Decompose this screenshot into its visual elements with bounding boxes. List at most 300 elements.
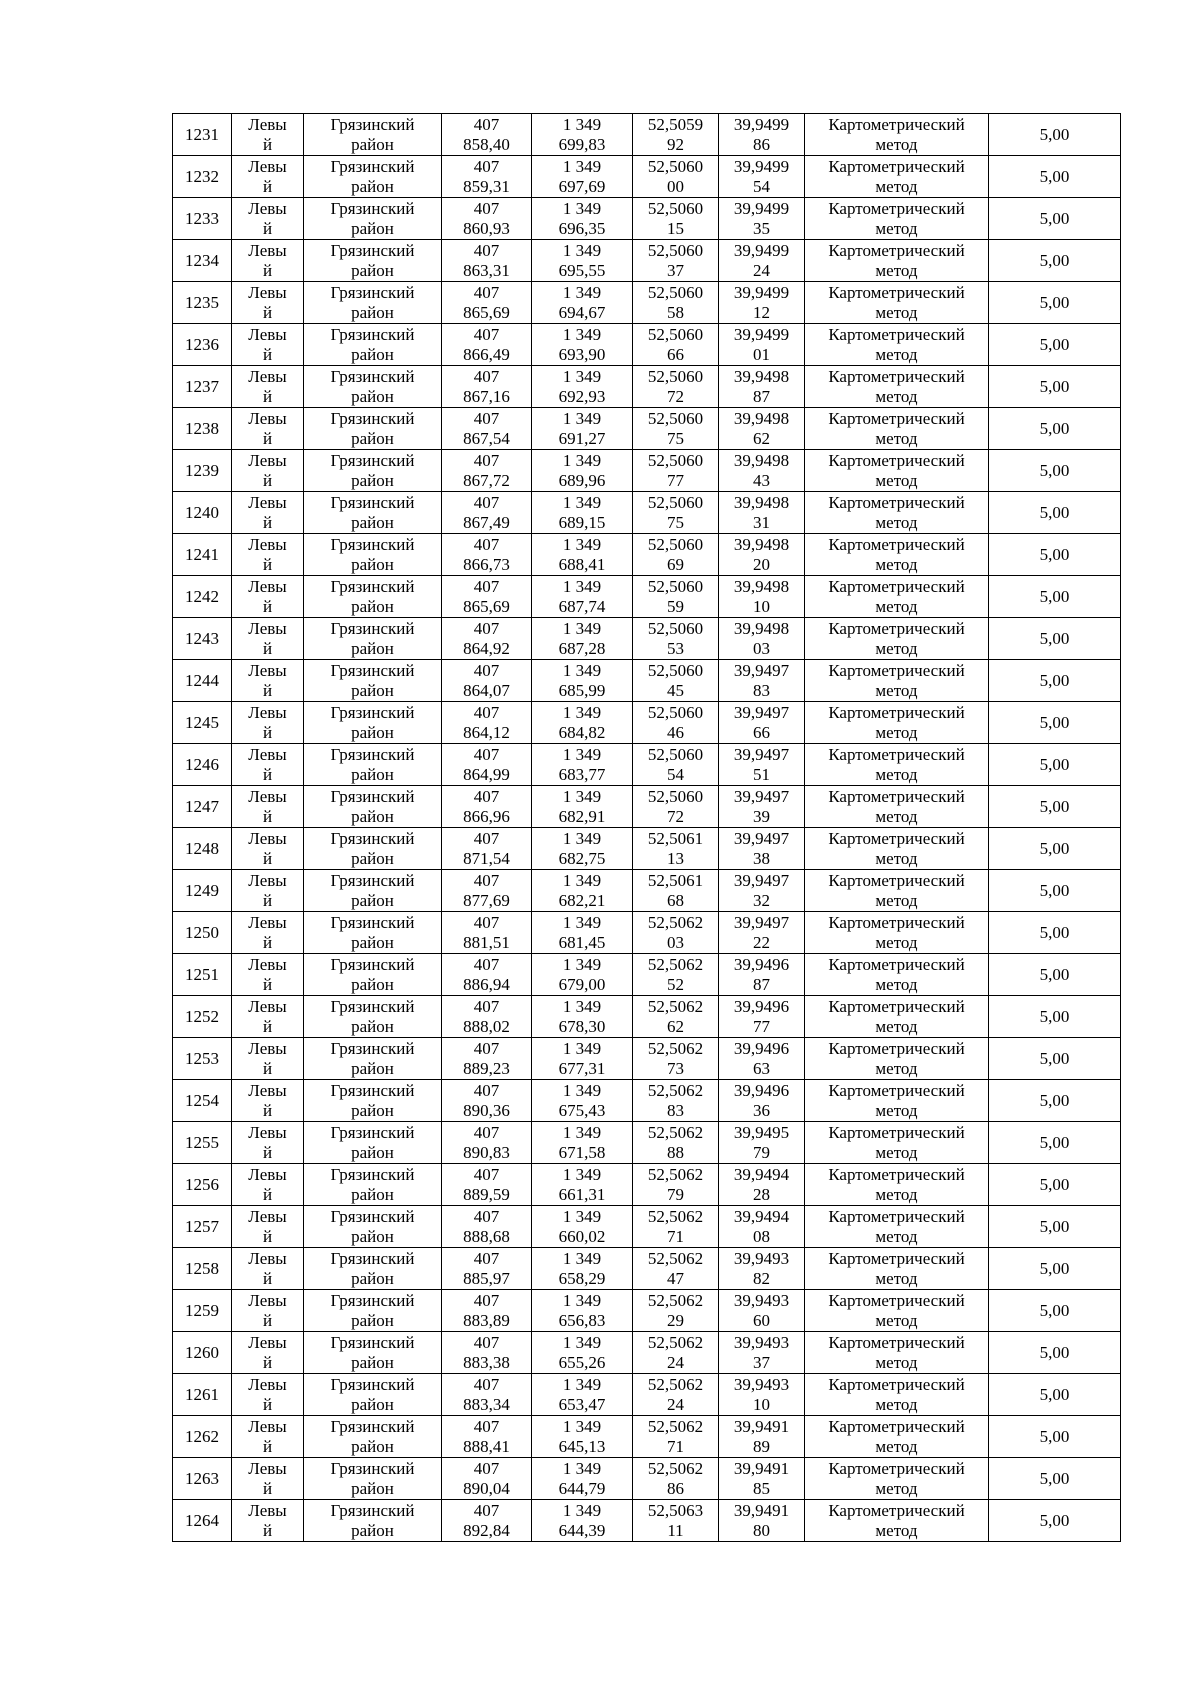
- cell-district: Грязинский район: [304, 1458, 442, 1500]
- cell-latitude: 52,5062 88: [633, 1122, 719, 1164]
- cell-side: Левы й: [232, 1374, 304, 1416]
- cell-x-coordinate: 407 881,51: [442, 912, 532, 954]
- cell-latitude: 52,5060 72: [633, 366, 719, 408]
- cell-latitude: 52,5062 73: [633, 1038, 719, 1080]
- cell-side: Левы й: [232, 366, 304, 408]
- cell-accuracy: 5,00: [989, 408, 1121, 450]
- cell-y-coordinate: 1 349 692,93: [532, 366, 633, 408]
- cell-latitude: 52,5060 15: [633, 198, 719, 240]
- cell-latitude: 52,5060 58: [633, 282, 719, 324]
- cell-point-number: 1231: [173, 114, 232, 156]
- cell-accuracy: 5,00: [989, 1122, 1121, 1164]
- cell-y-coordinate: 1 349 653,47: [532, 1374, 633, 1416]
- cell-latitude: 52,5062 71: [633, 1416, 719, 1458]
- cell-y-coordinate: 1 349 688,41: [532, 534, 633, 576]
- cell-x-coordinate: 407 864,92: [442, 618, 532, 660]
- cell-accuracy: 5,00: [989, 660, 1121, 702]
- table-row: [173, 1290, 1121, 1332]
- cell-district: Грязинский район: [304, 240, 442, 282]
- cell-latitude: 52,5060 37: [633, 240, 719, 282]
- cell-accuracy: 5,00: [989, 1080, 1121, 1122]
- table-row: [173, 1332, 1121, 1374]
- table-row: [173, 366, 1121, 408]
- cell-longitude: 39,9499 24: [719, 240, 805, 282]
- cell-latitude: 52,5060 77: [633, 450, 719, 492]
- cell-side: Левы й: [232, 1416, 304, 1458]
- cell-longitude: 39,9497 83: [719, 660, 805, 702]
- cell-district: Грязинский район: [304, 114, 442, 156]
- cell-district: Грязинский район: [304, 198, 442, 240]
- cell-longitude: 39,9491 89: [719, 1416, 805, 1458]
- cell-side: Левы й: [232, 492, 304, 534]
- cell-method: Картометрический метод: [805, 786, 989, 828]
- cell-longitude: 39,9496 87: [719, 954, 805, 996]
- cell-side: Левы й: [232, 870, 304, 912]
- cell-method: Картометрический метод: [805, 744, 989, 786]
- cell-accuracy: 5,00: [989, 786, 1121, 828]
- cell-x-coordinate: 407 866,73: [442, 534, 532, 576]
- cell-y-coordinate: 1 349 644,39: [532, 1500, 633, 1542]
- cell-longitude: 39,9494 08: [719, 1206, 805, 1248]
- cell-longitude: 39,9497 39: [719, 786, 805, 828]
- table-row: [173, 492, 1121, 534]
- cell-longitude: 39,9497 51: [719, 744, 805, 786]
- cell-longitude: 39,9498 43: [719, 450, 805, 492]
- cell-longitude: 39,9493 60: [719, 1290, 805, 1332]
- cell-longitude: 39,9499 12: [719, 282, 805, 324]
- cell-side: Левы й: [232, 324, 304, 366]
- cell-method: Картометрический метод: [805, 366, 989, 408]
- cell-district: Грязинский район: [304, 576, 442, 618]
- cell-accuracy: 5,00: [989, 996, 1121, 1038]
- cell-district: Грязинский район: [304, 1416, 442, 1458]
- cell-y-coordinate: 1 349 695,55: [532, 240, 633, 282]
- cell-x-coordinate: 407 892,84: [442, 1500, 532, 1542]
- cell-x-coordinate: 407 888,02: [442, 996, 532, 1038]
- cell-longitude: 39,9491 85: [719, 1458, 805, 1500]
- cell-side: Левы й: [232, 240, 304, 282]
- cell-district: Грязинский район: [304, 1080, 442, 1122]
- table-row: [173, 828, 1121, 870]
- cell-y-coordinate: 1 349 699,83: [532, 114, 633, 156]
- cell-method: Картометрический метод: [805, 534, 989, 576]
- table-row: [173, 786, 1121, 828]
- cell-district: Грязинский район: [304, 996, 442, 1038]
- cell-accuracy: 5,00: [989, 1290, 1121, 1332]
- cell-y-coordinate: 1 349 645,13: [532, 1416, 633, 1458]
- cell-point-number: 1250: [173, 912, 232, 954]
- cell-district: Грязинский район: [304, 1038, 442, 1080]
- cell-district: Грязинский район: [304, 1290, 442, 1332]
- cell-district: Грязинский район: [304, 744, 442, 786]
- cell-side: Левы й: [232, 1080, 304, 1122]
- cell-x-coordinate: 407 865,69: [442, 576, 532, 618]
- cell-district: Грязинский район: [304, 156, 442, 198]
- cell-side: Левы й: [232, 786, 304, 828]
- cell-x-coordinate: 407 866,49: [442, 324, 532, 366]
- cell-latitude: 52,5062 86: [633, 1458, 719, 1500]
- cell-latitude: 52,5060 66: [633, 324, 719, 366]
- cell-district: Грязинский район: [304, 660, 442, 702]
- cell-y-coordinate: 1 349 682,91: [532, 786, 633, 828]
- cell-x-coordinate: 407 877,69: [442, 870, 532, 912]
- cell-accuracy: 5,00: [989, 198, 1121, 240]
- cell-accuracy: 5,00: [989, 492, 1121, 534]
- cell-method: Картометрический метод: [805, 1164, 989, 1206]
- cell-accuracy: 5,00: [989, 1500, 1121, 1542]
- cell-point-number: 1237: [173, 366, 232, 408]
- table-row: [173, 618, 1121, 660]
- cell-x-coordinate: 407 889,59: [442, 1164, 532, 1206]
- cell-method: Картометрический метод: [805, 1038, 989, 1080]
- cell-side: Левы й: [232, 1122, 304, 1164]
- cell-latitude: 52,5060 75: [633, 408, 719, 450]
- cell-point-number: 1242: [173, 576, 232, 618]
- cell-method: Картометрический метод: [805, 1248, 989, 1290]
- cell-longitude: 39,9494 28: [719, 1164, 805, 1206]
- cell-point-number: 1257: [173, 1206, 232, 1248]
- cell-latitude: 52,5062 24: [633, 1332, 719, 1374]
- cell-method: Картометрический метод: [805, 1290, 989, 1332]
- cell-method: Картометрический метод: [805, 1500, 989, 1542]
- table-row: [173, 660, 1121, 702]
- cell-side: Левы й: [232, 450, 304, 492]
- table-row: [173, 1248, 1121, 1290]
- table-body: [173, 114, 1121, 1542]
- cell-side: Левы й: [232, 660, 304, 702]
- cell-x-coordinate: 407 858,40: [442, 114, 532, 156]
- cell-method: Картометрический метод: [805, 912, 989, 954]
- cell-method: Картометрический метод: [805, 576, 989, 618]
- table-row: [173, 1458, 1121, 1500]
- cell-point-number: 1252: [173, 996, 232, 1038]
- cell-side: Левы й: [232, 408, 304, 450]
- cell-y-coordinate: 1 349 677,31: [532, 1038, 633, 1080]
- cell-side: Левы й: [232, 744, 304, 786]
- cell-method: Картометрический метод: [805, 1458, 989, 1500]
- cell-district: Грязинский район: [304, 408, 442, 450]
- cell-latitude: 52,5061 13: [633, 828, 719, 870]
- table-row: [173, 954, 1121, 996]
- cell-method: Картометрический метод: [805, 1332, 989, 1374]
- cell-accuracy: 5,00: [989, 1164, 1121, 1206]
- cell-y-coordinate: 1 349 687,28: [532, 618, 633, 660]
- cell-method: Картометрический метод: [805, 282, 989, 324]
- table-row: [173, 702, 1121, 744]
- cell-point-number: 1247: [173, 786, 232, 828]
- cell-point-number: 1256: [173, 1164, 232, 1206]
- cell-x-coordinate: 407 864,07: [442, 660, 532, 702]
- cell-method: Картометрический метод: [805, 1416, 989, 1458]
- cell-latitude: 52,5062 29: [633, 1290, 719, 1332]
- cell-district: Грязинский район: [304, 366, 442, 408]
- cell-x-coordinate: 407 864,12: [442, 702, 532, 744]
- cell-accuracy: 5,00: [989, 618, 1121, 660]
- cell-longitude: 39,9498 03: [719, 618, 805, 660]
- cell-district: Грязинский район: [304, 618, 442, 660]
- cell-x-coordinate: 407 883,38: [442, 1332, 532, 1374]
- cell-method: Картометрический метод: [805, 996, 989, 1038]
- table-row: [173, 1416, 1121, 1458]
- cell-latitude: 52,5062 79: [633, 1164, 719, 1206]
- cell-latitude: 52,5063 11: [633, 1500, 719, 1542]
- cell-longitude: 39,9498 31: [719, 492, 805, 534]
- cell-longitude: 39,9499 01: [719, 324, 805, 366]
- cell-accuracy: 5,00: [989, 576, 1121, 618]
- cell-latitude: 52,5062 62: [633, 996, 719, 1038]
- cell-longitude: 39,9498 20: [719, 534, 805, 576]
- cell-district: Грязинский район: [304, 534, 442, 576]
- cell-point-number: 1251: [173, 954, 232, 996]
- cell-x-coordinate: 407 888,68: [442, 1206, 532, 1248]
- cell-y-coordinate: 1 349 671,58: [532, 1122, 633, 1164]
- cell-longitude: 39,9497 38: [719, 828, 805, 870]
- cell-longitude: 39,9491 80: [719, 1500, 805, 1542]
- cell-y-coordinate: 1 349 693,90: [532, 324, 633, 366]
- cell-side: Левы й: [232, 996, 304, 1038]
- cell-y-coordinate: 1 349 656,83: [532, 1290, 633, 1332]
- cell-latitude: 52,5059 92: [633, 114, 719, 156]
- cell-longitude: 39,9496 63: [719, 1038, 805, 1080]
- cell-y-coordinate: 1 349 697,69: [532, 156, 633, 198]
- cell-point-number: 1263: [173, 1458, 232, 1500]
- cell-side: Левы й: [232, 1038, 304, 1080]
- cell-x-coordinate: 407 865,69: [442, 282, 532, 324]
- cell-district: Грязинский район: [304, 450, 442, 492]
- cell-method: Картометрический метод: [805, 450, 989, 492]
- cell-accuracy: 5,00: [989, 156, 1121, 198]
- cell-method: Картометрический метод: [805, 156, 989, 198]
- cell-longitude: 39,9499 54: [719, 156, 805, 198]
- cell-longitude: 39,9497 22: [719, 912, 805, 954]
- cell-district: Грязинский район: [304, 1164, 442, 1206]
- cell-district: Грязинский район: [304, 1248, 442, 1290]
- cell-x-coordinate: 407 890,36: [442, 1080, 532, 1122]
- cell-x-coordinate: 407 866,96: [442, 786, 532, 828]
- cell-accuracy: 5,00: [989, 744, 1121, 786]
- cell-latitude: 52,5060 46: [633, 702, 719, 744]
- cell-y-coordinate: 1 349 689,96: [532, 450, 633, 492]
- cell-point-number: 1240: [173, 492, 232, 534]
- table-row: [173, 1038, 1121, 1080]
- cell-method: Картометрический метод: [805, 1206, 989, 1248]
- cell-accuracy: 5,00: [989, 534, 1121, 576]
- cell-y-coordinate: 1 349 689,15: [532, 492, 633, 534]
- table-row: [173, 114, 1121, 156]
- cell-district: Грязинский район: [304, 912, 442, 954]
- cell-latitude: 52,5062 47: [633, 1248, 719, 1290]
- table-row: [173, 198, 1121, 240]
- cell-accuracy: 5,00: [989, 912, 1121, 954]
- cell-point-number: 1253: [173, 1038, 232, 1080]
- cell-x-coordinate: 407 867,54: [442, 408, 532, 450]
- cell-longitude: 39,9496 36: [719, 1080, 805, 1122]
- cell-method: Картометрический метод: [805, 492, 989, 534]
- cell-y-coordinate: 1 349 661,31: [532, 1164, 633, 1206]
- cell-point-number: 1243: [173, 618, 232, 660]
- cell-district: Грязинский район: [304, 324, 442, 366]
- cell-point-number: 1259: [173, 1290, 232, 1332]
- cell-y-coordinate: 1 349 681,45: [532, 912, 633, 954]
- cell-latitude: 52,5061 68: [633, 870, 719, 912]
- cell-y-coordinate: 1 349 691,27: [532, 408, 633, 450]
- table-row: [173, 282, 1121, 324]
- table-row: [173, 450, 1121, 492]
- cell-district: Грязинский район: [304, 1332, 442, 1374]
- cell-side: Левы й: [232, 912, 304, 954]
- cell-latitude: 52,5060 75: [633, 492, 719, 534]
- cell-longitude: 39,9496 77: [719, 996, 805, 1038]
- cell-method: Картометрический метод: [805, 1374, 989, 1416]
- cell-accuracy: 5,00: [989, 1038, 1121, 1080]
- cell-accuracy: 5,00: [989, 702, 1121, 744]
- cell-side: Левы й: [232, 1248, 304, 1290]
- cell-method: Картометрический метод: [805, 702, 989, 744]
- cell-latitude: 52,5060 53: [633, 618, 719, 660]
- cell-point-number: 1246: [173, 744, 232, 786]
- cell-x-coordinate: 407 885,97: [442, 1248, 532, 1290]
- table-row: [173, 240, 1121, 282]
- cell-longitude: 39,9493 10: [719, 1374, 805, 1416]
- cell-y-coordinate: 1 349 687,74: [532, 576, 633, 618]
- cell-side: Левы й: [232, 1206, 304, 1248]
- cell-point-number: 1233: [173, 198, 232, 240]
- table-row: [173, 1374, 1121, 1416]
- cell-point-number: 1232: [173, 156, 232, 198]
- cell-point-number: 1241: [173, 534, 232, 576]
- cell-accuracy: 5,00: [989, 366, 1121, 408]
- cell-side: Левы й: [232, 198, 304, 240]
- table-row: [173, 534, 1121, 576]
- cell-y-coordinate: 1 349 678,30: [532, 996, 633, 1038]
- cell-longitude: 39,9497 32: [719, 870, 805, 912]
- cell-x-coordinate: 407 867,72: [442, 450, 532, 492]
- table-row: [173, 1500, 1121, 1542]
- cell-latitude: 52,5062 24: [633, 1374, 719, 1416]
- cell-x-coordinate: 407 889,23: [442, 1038, 532, 1080]
- cell-y-coordinate: 1 349 696,35: [532, 198, 633, 240]
- cell-district: Грязинский район: [304, 282, 442, 324]
- cell-x-coordinate: 407 860,93: [442, 198, 532, 240]
- cell-longitude: 39,9497 66: [719, 702, 805, 744]
- cell-side: Левы й: [232, 828, 304, 870]
- cell-latitude: 52,5062 71: [633, 1206, 719, 1248]
- cell-x-coordinate: 407 859,31: [442, 156, 532, 198]
- cell-accuracy: 5,00: [989, 1374, 1121, 1416]
- cell-latitude: 52,5062 52: [633, 954, 719, 996]
- cell-point-number: 1245: [173, 702, 232, 744]
- cell-point-number: 1258: [173, 1248, 232, 1290]
- cell-accuracy: 5,00: [989, 450, 1121, 492]
- cell-method: Картометрический метод: [805, 660, 989, 702]
- cell-point-number: 1236: [173, 324, 232, 366]
- cell-side: Левы й: [232, 282, 304, 324]
- cell-y-coordinate: 1 349 679,00: [532, 954, 633, 996]
- cell-y-coordinate: 1 349 644,79: [532, 1458, 633, 1500]
- cell-point-number: 1254: [173, 1080, 232, 1122]
- cell-method: Картометрический метод: [805, 408, 989, 450]
- cell-longitude: 39,9498 10: [719, 576, 805, 618]
- cell-side: Левы й: [232, 1290, 304, 1332]
- table-row: [173, 1164, 1121, 1206]
- cell-longitude: 39,9499 86: [719, 114, 805, 156]
- cell-longitude: 39,9493 37: [719, 1332, 805, 1374]
- table-row: [173, 576, 1121, 618]
- cell-side: Левы й: [232, 1458, 304, 1500]
- cell-y-coordinate: 1 349 685,99: [532, 660, 633, 702]
- table-row: [173, 912, 1121, 954]
- cell-method: Картометрический метод: [805, 1122, 989, 1164]
- cell-district: Грязинский район: [304, 786, 442, 828]
- cell-latitude: 52,5060 00: [633, 156, 719, 198]
- cell-x-coordinate: 407 890,83: [442, 1122, 532, 1164]
- cell-x-coordinate: 407 864,99: [442, 744, 532, 786]
- cell-y-coordinate: 1 349 683,77: [532, 744, 633, 786]
- table-row: [173, 1080, 1121, 1122]
- cell-method: Картометрический метод: [805, 954, 989, 996]
- cell-side: Левы й: [232, 1164, 304, 1206]
- cell-district: Грязинский район: [304, 954, 442, 996]
- cell-accuracy: 5,00: [989, 282, 1121, 324]
- cell-accuracy: 5,00: [989, 1458, 1121, 1500]
- cell-longitude: 39,9493 82: [719, 1248, 805, 1290]
- cell-district: Грязинский район: [304, 1500, 442, 1542]
- cell-y-coordinate: 1 349 675,43: [532, 1080, 633, 1122]
- cell-side: Левы й: [232, 156, 304, 198]
- cell-y-coordinate: 1 349 682,21: [532, 870, 633, 912]
- cell-point-number: 1260: [173, 1332, 232, 1374]
- cell-x-coordinate: 407 883,34: [442, 1374, 532, 1416]
- cell-y-coordinate: 1 349 658,29: [532, 1248, 633, 1290]
- cell-point-number: 1264: [173, 1500, 232, 1542]
- cell-side: Левы й: [232, 534, 304, 576]
- cell-district: Грязинский район: [304, 870, 442, 912]
- table-row: [173, 996, 1121, 1038]
- cell-point-number: 1261: [173, 1374, 232, 1416]
- cell-longitude: 39,9495 79: [719, 1122, 805, 1164]
- cell-district: Грязинский район: [304, 1122, 442, 1164]
- cell-district: Грязинский район: [304, 828, 442, 870]
- cell-accuracy: 5,00: [989, 1248, 1121, 1290]
- coordinates-table: [172, 113, 1121, 1542]
- cell-y-coordinate: 1 349 655,26: [532, 1332, 633, 1374]
- table-row: [173, 156, 1121, 198]
- cell-method: Картометрический метод: [805, 828, 989, 870]
- cell-latitude: 52,5060 72: [633, 786, 719, 828]
- cell-x-coordinate: 407 867,49: [442, 492, 532, 534]
- cell-district: Грязинский район: [304, 702, 442, 744]
- table-row: [173, 1206, 1121, 1248]
- cell-accuracy: 5,00: [989, 324, 1121, 366]
- table-row: [173, 870, 1121, 912]
- cell-accuracy: 5,00: [989, 954, 1121, 996]
- cell-district: Грязинский район: [304, 492, 442, 534]
- cell-method: Картометрический метод: [805, 240, 989, 282]
- cell-district: Грязинский район: [304, 1374, 442, 1416]
- cell-longitude: 39,9498 62: [719, 408, 805, 450]
- table-row: [173, 324, 1121, 366]
- cell-side: Левы й: [232, 618, 304, 660]
- cell-accuracy: 5,00: [989, 114, 1121, 156]
- cell-y-coordinate: 1 349 682,75: [532, 828, 633, 870]
- cell-accuracy: 5,00: [989, 240, 1121, 282]
- cell-accuracy: 5,00: [989, 1416, 1121, 1458]
- cell-y-coordinate: 1 349 694,67: [532, 282, 633, 324]
- table-row: [173, 1122, 1121, 1164]
- cell-latitude: 52,5062 03: [633, 912, 719, 954]
- cell-x-coordinate: 407 867,16: [442, 366, 532, 408]
- cell-point-number: 1234: [173, 240, 232, 282]
